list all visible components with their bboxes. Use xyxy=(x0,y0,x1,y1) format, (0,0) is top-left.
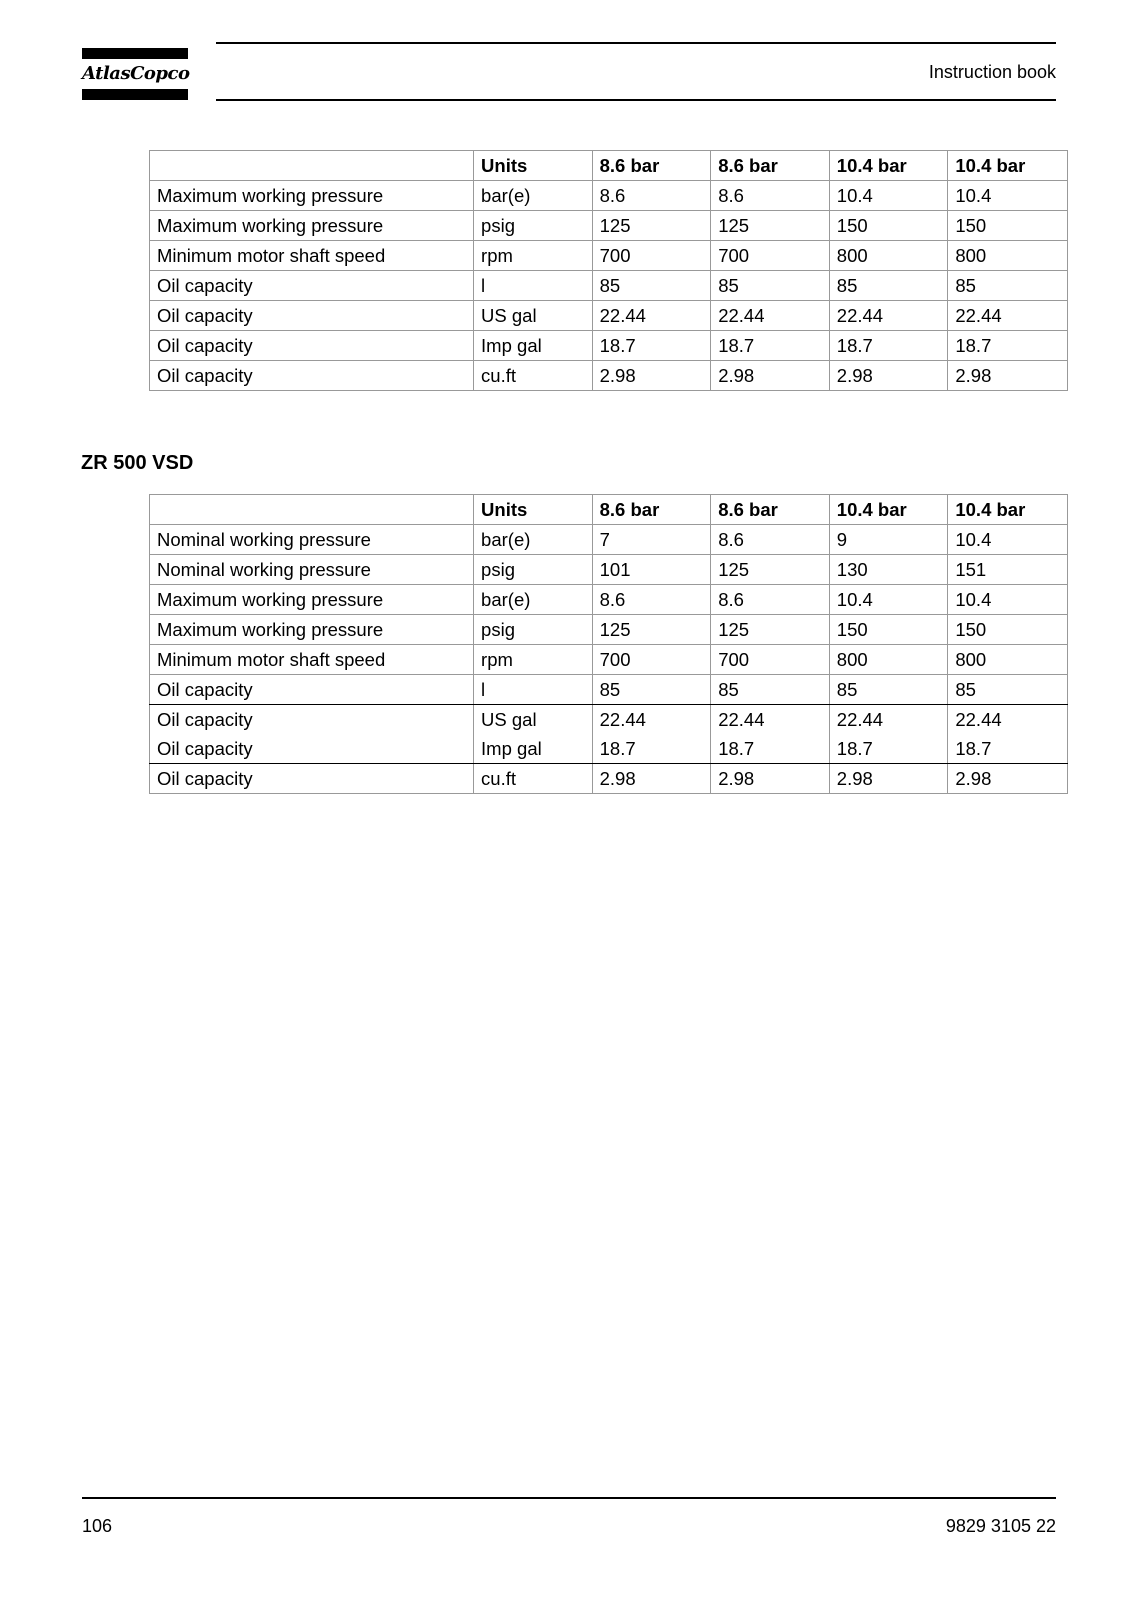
parameter-cell: Maximum working pressure xyxy=(150,181,474,211)
parameter-cell: Oil capacity xyxy=(150,331,474,361)
value-cell: 85 xyxy=(829,675,948,705)
value-cell: 125 xyxy=(711,615,830,645)
table-header-row xyxy=(150,495,1068,525)
column-header: Units xyxy=(474,151,593,181)
value-cell: 800 xyxy=(948,645,1068,675)
value-cell: 2.98 xyxy=(592,361,711,391)
unit-cell: l xyxy=(474,271,593,301)
parameter-cell: Maximum working pressure xyxy=(150,211,474,241)
unit-cell: rpm xyxy=(474,645,593,675)
atlas-copco-logo xyxy=(82,48,188,100)
table-header-row xyxy=(150,151,1068,181)
spec-table-2 xyxy=(149,494,1068,794)
table-row xyxy=(150,705,1068,735)
value-cell: 800 xyxy=(829,241,948,271)
value-cell: 18.7 xyxy=(711,734,830,764)
value-cell: 700 xyxy=(711,645,830,675)
parameter-cell: Nominal working pressure xyxy=(150,525,474,555)
logo-wordmark: AtlasCopco xyxy=(82,63,190,84)
value-cell: 8.6 xyxy=(592,181,711,211)
column-header: 10.4 bar xyxy=(948,151,1068,181)
value-cell: 150 xyxy=(948,211,1068,241)
unit-cell: US gal xyxy=(474,301,593,331)
value-cell: 18.7 xyxy=(711,331,830,361)
value-cell: 125 xyxy=(711,555,830,585)
value-cell: 85 xyxy=(592,675,711,705)
section-heading: ZR 500 VSD xyxy=(81,452,194,474)
value-cell: 8.6 xyxy=(711,585,830,615)
value-cell: 2.98 xyxy=(711,361,830,391)
column-header xyxy=(150,495,474,525)
value-cell: 700 xyxy=(592,241,711,271)
spec-table-1-body xyxy=(150,151,1068,391)
value-cell: 18.7 xyxy=(592,331,711,361)
table-row xyxy=(150,181,1068,211)
parameter-cell: Oil capacity xyxy=(150,271,474,301)
table-row xyxy=(150,615,1068,645)
column-header: 10.4 bar xyxy=(829,495,948,525)
value-cell: 2.98 xyxy=(829,764,948,794)
value-cell: 85 xyxy=(711,675,830,705)
value-cell: 22.44 xyxy=(829,705,948,735)
logo-bar-top xyxy=(82,48,188,59)
value-cell: 10.4 xyxy=(948,181,1068,211)
unit-cell: Imp gal xyxy=(474,331,593,361)
table-row xyxy=(150,331,1068,361)
value-cell: 18.7 xyxy=(948,734,1068,764)
column-header: 10.4 bar xyxy=(829,151,948,181)
value-cell: 22.44 xyxy=(829,301,948,331)
value-cell: 22.44 xyxy=(948,705,1068,735)
value-cell: 85 xyxy=(592,271,711,301)
value-cell: 22.44 xyxy=(948,301,1068,331)
unit-cell: Imp gal xyxy=(474,734,593,764)
value-cell: 150 xyxy=(948,615,1068,645)
value-cell: 10.4 xyxy=(829,585,948,615)
value-cell: 10.4 xyxy=(948,525,1068,555)
table-row xyxy=(150,241,1068,271)
table-row xyxy=(150,734,1068,764)
value-cell: 7 xyxy=(592,525,711,555)
value-cell: 10.4 xyxy=(829,181,948,211)
column-header: 8.6 bar xyxy=(592,151,711,181)
table-row xyxy=(150,271,1068,301)
column-header: 8.6 bar xyxy=(711,151,830,181)
value-cell: 2.98 xyxy=(829,361,948,391)
table-row xyxy=(150,585,1068,615)
value-cell: 8.6 xyxy=(592,585,711,615)
unit-cell: cu.ft xyxy=(474,764,593,794)
value-cell: 22.44 xyxy=(592,705,711,735)
parameter-cell: Oil capacity xyxy=(150,361,474,391)
logo-bar-bottom xyxy=(82,89,188,100)
value-cell: 125 xyxy=(711,211,830,241)
parameter-cell: Oil capacity xyxy=(150,675,474,705)
unit-cell: bar(e) xyxy=(474,525,593,555)
unit-cell: psig xyxy=(474,555,593,585)
value-cell: 2.98 xyxy=(592,764,711,794)
value-cell: 85 xyxy=(948,675,1068,705)
parameter-cell: Oil capacity xyxy=(150,734,474,764)
table-row xyxy=(150,645,1068,675)
value-cell: 9 xyxy=(829,525,948,555)
unit-cell: psig xyxy=(474,615,593,645)
unit-cell: bar(e) xyxy=(474,181,593,211)
value-cell: 18.7 xyxy=(829,331,948,361)
value-cell: 8.6 xyxy=(711,181,830,211)
value-cell: 700 xyxy=(592,645,711,675)
value-cell: 8.6 xyxy=(711,525,830,555)
parameter-cell: Oil capacity xyxy=(150,705,474,735)
parameter-cell: Maximum working pressure xyxy=(150,585,474,615)
unit-cell: l xyxy=(474,675,593,705)
value-cell: 125 xyxy=(592,211,711,241)
unit-cell: bar(e) xyxy=(474,585,593,615)
value-cell: 2.98 xyxy=(711,764,830,794)
value-cell: 22.44 xyxy=(592,301,711,331)
page-number: 106 xyxy=(82,1516,113,1536)
value-cell: 85 xyxy=(948,271,1068,301)
value-cell: 130 xyxy=(829,555,948,585)
value-cell: 18.7 xyxy=(948,331,1068,361)
unit-cell: psig xyxy=(474,211,593,241)
table-row xyxy=(150,211,1068,241)
value-cell: 85 xyxy=(711,271,830,301)
table-row xyxy=(150,764,1068,794)
header-rule-top xyxy=(216,42,1056,44)
parameter-cell: Oil capacity xyxy=(150,301,474,331)
value-cell: 800 xyxy=(948,241,1068,271)
column-header xyxy=(150,151,474,181)
column-header: 8.6 bar xyxy=(711,495,830,525)
column-header: 10.4 bar xyxy=(948,495,1068,525)
spec-table-1 xyxy=(149,150,1068,391)
table-row xyxy=(150,361,1068,391)
table-row xyxy=(150,675,1068,705)
value-cell: 10.4 xyxy=(948,585,1068,615)
value-cell: 2.98 xyxy=(948,764,1068,794)
value-cell: 151 xyxy=(948,555,1068,585)
value-cell: 18.7 xyxy=(592,734,711,764)
value-cell: 150 xyxy=(829,211,948,241)
table-row xyxy=(150,555,1068,585)
value-cell: 18.7 xyxy=(829,734,948,764)
unit-cell: US gal xyxy=(474,705,593,735)
value-cell: 150 xyxy=(829,615,948,645)
footer-rule xyxy=(82,1497,1056,1499)
value-cell: 2.98 xyxy=(948,361,1068,391)
value-cell: 85 xyxy=(829,271,948,301)
value-cell: 700 xyxy=(711,241,830,271)
value-cell: 22.44 xyxy=(711,705,830,735)
spec-table-2-body xyxy=(150,495,1068,794)
parameter-cell: Maximum working pressure xyxy=(150,615,474,645)
table-row xyxy=(150,301,1068,331)
value-cell: 22.44 xyxy=(711,301,830,331)
table-row xyxy=(150,525,1068,555)
parameter-cell: Minimum motor shaft speed xyxy=(150,645,474,675)
header-title: Instruction book xyxy=(928,62,1056,82)
unit-cell: rpm xyxy=(474,241,593,271)
value-cell: 800 xyxy=(829,645,948,675)
parameter-cell: Minimum motor shaft speed xyxy=(150,241,474,271)
parameter-cell: Nominal working pressure xyxy=(150,555,474,585)
document-number: 9829 3105 22 xyxy=(945,1516,1056,1536)
value-cell: 101 xyxy=(592,555,711,585)
column-header: 8.6 bar xyxy=(592,495,711,525)
parameter-cell: Oil capacity xyxy=(150,764,474,794)
column-header: Units xyxy=(474,495,593,525)
unit-cell: cu.ft xyxy=(474,361,593,391)
header-rule-bottom xyxy=(216,99,1056,101)
value-cell: 125 xyxy=(592,615,711,645)
